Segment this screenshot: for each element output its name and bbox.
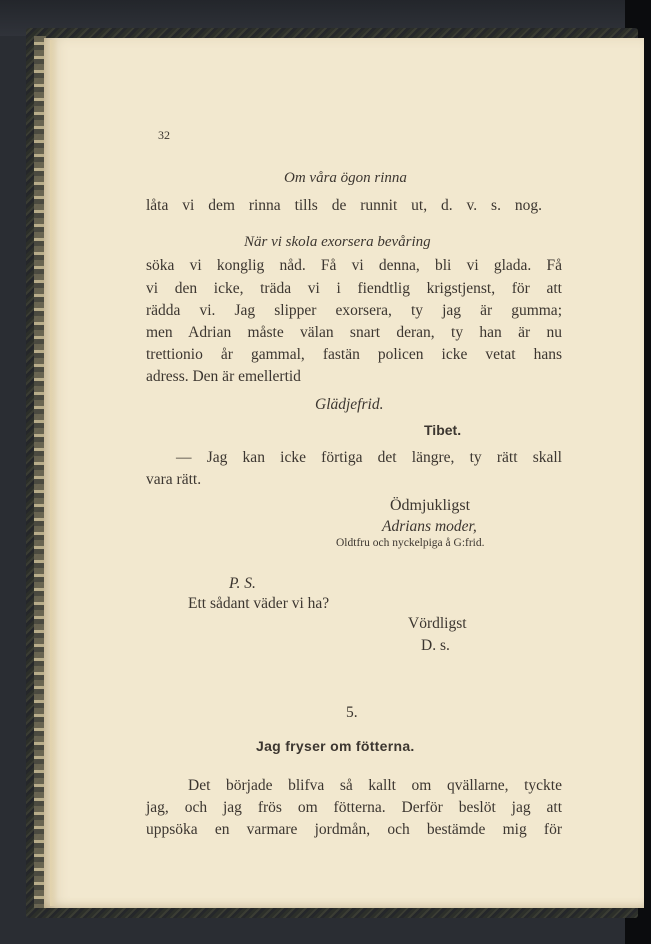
- paragraph-line: rädda vi. Jag slipper exorsera, ty jag är gumma;: [146, 302, 562, 319]
- paragraph-line: men Adrian måste välan snart deran, ty han är nu: [146, 324, 562, 341]
- signature-closing: Ödmjukligst: [390, 497, 471, 514]
- paragraph-line: adress. Den är emellertid: [146, 368, 301, 385]
- postscript-text: Ett sådant väder vi ha?: [188, 595, 330, 612]
- page-number: 32: [158, 128, 170, 142]
- page-gutter-shadow: [50, 40, 58, 906]
- signature-title: Oldtfru och nyckelpiga å G:frid.: [336, 537, 485, 549]
- section-title: Jag fryser om fötterna.: [256, 738, 415, 754]
- closing-line: Det började blifva så kallt om qvällarne, tyckte: [188, 777, 562, 794]
- heading-om-vara-ogon: Om våra ögon rinna: [284, 170, 407, 186]
- heading-gladjefrid: Glädjefrid.: [315, 396, 384, 413]
- heading-nar-vi-skola: När vi skola exorsera bevåring: [244, 234, 431, 250]
- heading-tibet: Tibet.: [424, 422, 462, 438]
- paragraph-line: söka vi konglig nåd. Få vi denna, bli vi glada. Få: [146, 257, 562, 274]
- postscript-closing: Vördligst: [408, 615, 467, 632]
- signature-name: Adrians moder,: [382, 518, 477, 535]
- section-number: 5.: [346, 704, 358, 721]
- dialogue-line: vara rätt.: [146, 471, 202, 488]
- postscript-label: P. S.: [229, 575, 256, 592]
- paragraph-line: trettionio år gammal, fastän policen icke vetat hans: [146, 346, 562, 363]
- text-line: låta vi dem rinna tills de runnit ut, d. v. s. nog.: [146, 197, 542, 214]
- closing-line: jag, och jag frös om fötterna. Derför beslöt jag att: [146, 799, 562, 816]
- paragraph-line: vi den icke, träda vi i fiendtlig krigstjenst, för att: [146, 280, 562, 297]
- closing-line: uppsöka en varmare jordmån, och bestämde mig för: [146, 821, 562, 838]
- postscript-initials: D. s.: [421, 637, 450, 654]
- dialogue-line: — Jag kan icke förtiga det längre, ty rätt skall: [176, 449, 562, 466]
